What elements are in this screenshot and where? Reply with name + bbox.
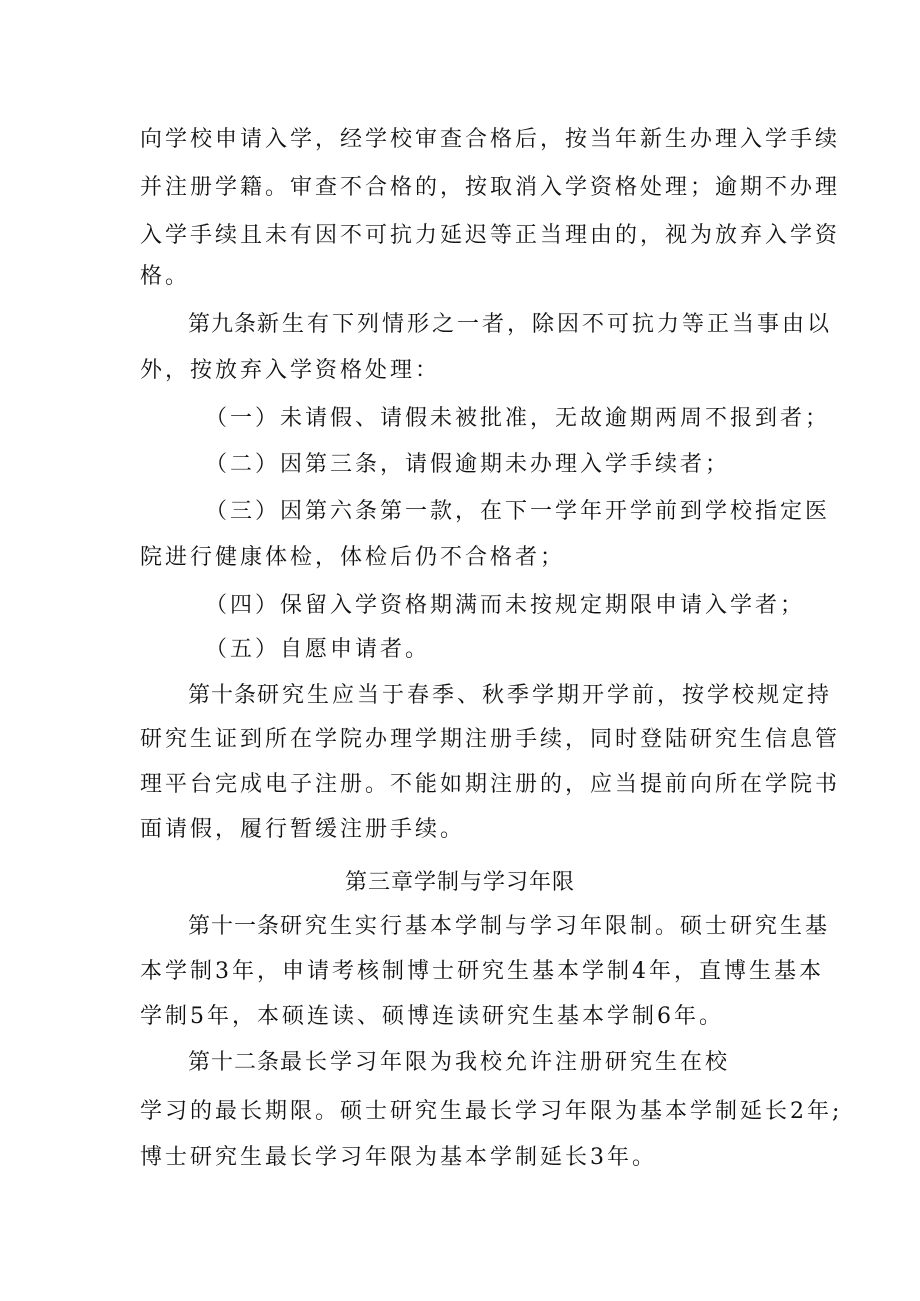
paragraph-line: 学习的最长期限。硕士研究生最长学习年限为基本学制延长2年;	[140, 1099, 843, 1124]
article-11-text: 研究生实行基本学制与学习年限制。硕士研究生基	[280, 914, 831, 939]
article-12-heading: 第十二条	[188, 1050, 281, 1075]
paragraph-line: 并注册学籍。审查不合格的，按取消入学资格处理；逾期不办理	[140, 175, 841, 200]
list-item: （二）因第三条，请假逾期未办理入学手续者；	[205, 452, 731, 477]
list-item: （五）自愿申请者。	[205, 637, 431, 662]
list-item: （三）因第六条第一款，在下一学年开学前到学校指定医	[205, 499, 831, 524]
list-item: （一）未请假、请假未被批准，无故逾期两周不报到者；	[205, 406, 831, 431]
paragraph-line: 研究生证到所在学院办理学期注册手续，同时登陆研究生信息管	[140, 727, 841, 752]
chapter-title: 第三章学制与学习年限	[344, 870, 575, 895]
paragraph-line: 本学制3年，申请考核制博士研究生基本学制4年，直博生基本	[140, 959, 824, 984]
list-item: （四）保留入学资格期满而未按规定期限申请入学者；	[205, 593, 806, 618]
paragraph-line: 理平台完成电子注册。不能如期注册的，应当提前向所在学院书	[140, 772, 841, 797]
article-11-heading: 第十一条	[188, 914, 281, 939]
list-item-continuation: 院进行健康体检，体检后仍不合格者；	[140, 545, 566, 570]
article-10-line	[188, 681, 838, 711]
article-9-heading: 第九条	[188, 312, 258, 337]
article-9-text: 新生有下列情形之一者，除因不可抗力等正当事由以	[257, 312, 833, 337]
paragraph-line: 入学手续且未有因不可抗力延迟等正当理由的，视为放弃入学资	[140, 223, 841, 248]
article-10-text: 研究生应当于春季、秋季学期开学前，按学校规定持	[257, 683, 833, 708]
article-11-line	[188, 912, 838, 942]
paragraph-line: 学制5年，本硕连读、硕博连读研究生基本学制6年。	[140, 1004, 724, 1029]
paragraph-line: 格。	[140, 264, 191, 289]
paragraph-line: 博士研究生最长学习年限为基本学制延长3年。	[140, 1145, 657, 1170]
article-12-line	[188, 1048, 838, 1078]
article-9-line	[188, 310, 838, 340]
paragraph-line: 向学校申请入学，经学校审查合格后，按当年新生办理入学手续	[140, 127, 841, 152]
paragraph-line: 面请假，履行暂缓注册手续。	[140, 817, 466, 842]
article-10-heading: 第十条	[188, 683, 258, 708]
article-12-text: 最长学习年限为我校允许注册研究生在校	[280, 1050, 731, 1075]
paragraph-line: 外，按放弃入学资格处理：	[140, 358, 441, 383]
